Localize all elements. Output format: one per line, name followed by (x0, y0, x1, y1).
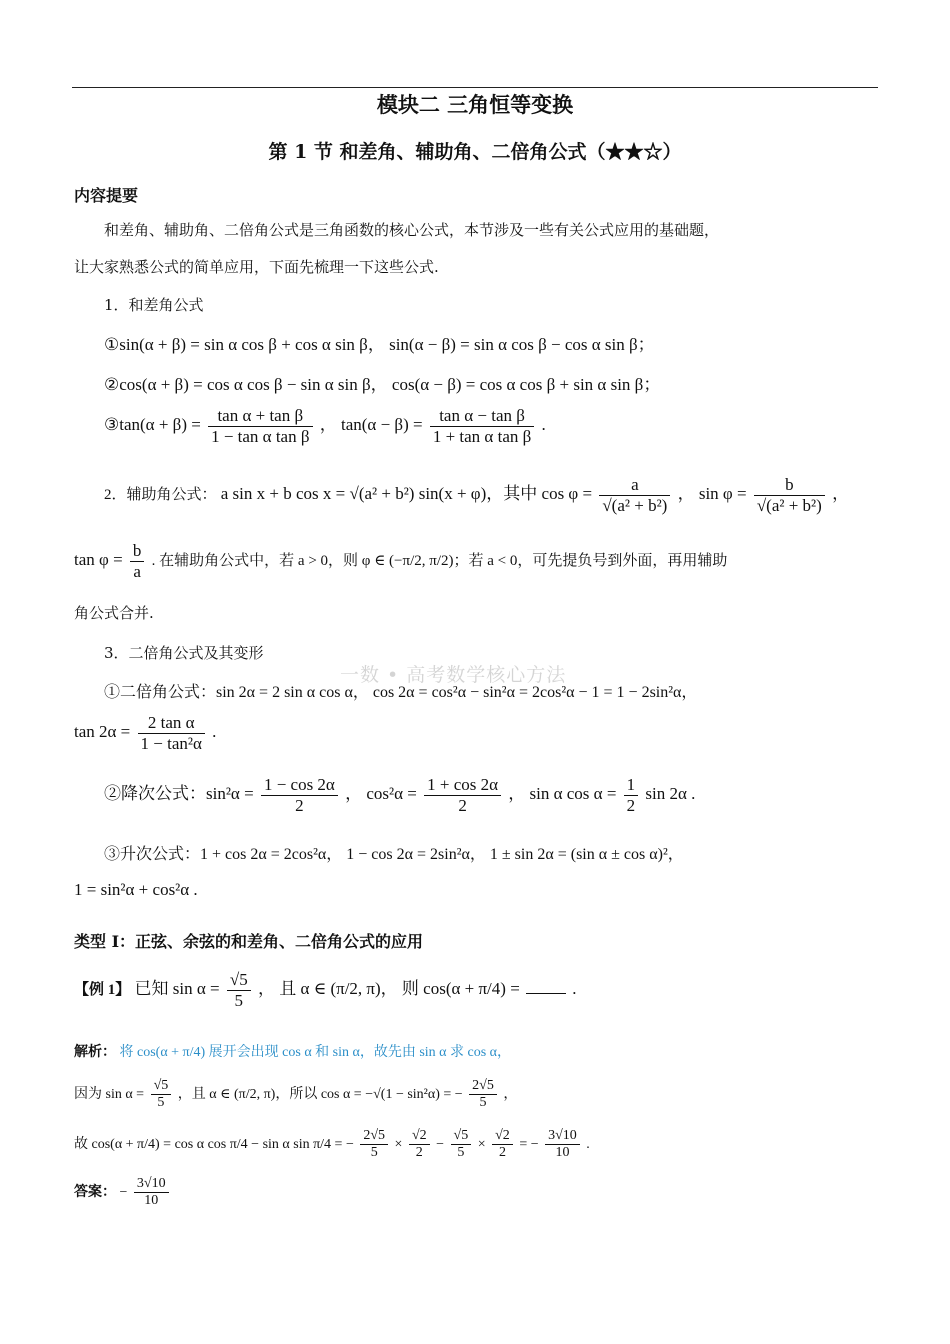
module-title: 模块二 三角恒等变换 (376, 92, 574, 117)
ex1-frac: $\frac{√5}{5}$ (227, 970, 251, 1010)
answer-frac: $\frac{3√10}{10}$ (134, 1176, 169, 1209)
eq3-lhs1: ③tan(α + β) = (104, 414, 201, 434)
item2-line3: 角公式合并. (74, 604, 154, 622)
solution-hint: 解析： 将 cos(α + π/4) 展开会出现 cos α 和 sin α，故先由 sin α 求 cos α， (74, 1045, 512, 1060)
sol3-frac4: $\frac{√2}{2}$ (492, 1128, 513, 1161)
item2-line2: tan φ = $\frac{b}{a}$ . 在辅助角公式中，若 a > 0，则 φ ∈ (−π/2, π/2)；若 a < 0，可先提负号到外面，再用辅助 (74, 541, 728, 581)
example-label: 【例 1】 (74, 981, 131, 998)
item3-eq1: ①二倍角公式：sin 2α = 2 sin α cos α， cos 2α = cos²α − sin²α = 2cos²α − 1 = 1 − 2sin²α， (104, 684, 698, 701)
item1-eq1: ①sin(α + β) = sin α cos β + cos α sin β， sin(α − β) = sin α cos β − cos α sin β； (104, 335, 655, 354)
answer-label: 答案： (74, 1184, 116, 1200)
eq3-lhs2: ， tan(α − β) = (319, 414, 423, 434)
answer-blank (526, 992, 566, 994)
item2-tan-frac: $\frac{b}{a}$ (130, 541, 145, 581)
eq3-frac2: $\frac{\text{tan α − tan β}}{\text{1 + tan α tan β}}$ (430, 406, 534, 446)
sin2-frac: $\frac{1 - \cos 2\alpha}{2}$ (261, 775, 338, 815)
item2-heading: 2．辅助角公式： (104, 486, 217, 503)
tan2a-frac: $\frac{\text{2 tan α}}{\text{1 − tan²α}}$ (138, 713, 205, 753)
item2-frac2: $\frac{b}{\text{√(a² + b²)}}$ (754, 475, 825, 515)
sol3-frac3: $\frac{√5}{5}$ (451, 1128, 472, 1161)
watermark: 一数 • 高考数学核心方法 (340, 664, 567, 686)
item3-eq3: ③升次公式：1 + cos 2α = 2cos²α， 1 − cos 2α = 2sin²α， 1 ± sin 2α = (sin α ± cos α)²， (104, 846, 684, 863)
item2-frac1: $\frac{a}{\text{√(a² + b²)}}$ (599, 475, 670, 515)
sol3-frac5: $\frac{3√10}{10}$ (545, 1128, 580, 1161)
sol3-frac1: $\frac{2√5}{5}$ (360, 1128, 388, 1161)
example-1: 【例 1】 已知 sin α = $\frac{√5}{5}$ ， 且 α ∈ (π/2, π)， 则 cos(α + π/4) = . (74, 970, 577, 1010)
sol3-frac2: $\frac{√2}{2}$ (409, 1128, 430, 1161)
item3-eq3b: 1 = sin²α + cos²α . (74, 880, 198, 899)
item3-eq2: ②降次公式：sin²α = $\frac{1 - \cos 2\alpha}{2}$ ， cos²α = $\frac{1 + \cos 2\alpha}{2}$ ， sin α cos α = $\frac{1}{2}$ sin 2α . (104, 775, 696, 815)
item2-line1: 2．辅助角公式： a sin x + b cos x = √(a² + b²) sin(x + φ)，其中 cos φ = $\frac{a}{\text{√(a² + b²)}}$ ， sin φ = $\frac{b}{\text{√(a² + b²)}}$ ， (104, 475, 850, 515)
solution-line2: 因为 sin α = $\frac{√5}{5}$ ，且 α ∈ (π/2, π)，所以 cos α = −√(1 − sin²α) = − $\frac{2√5}{5}$ ， (74, 1078, 518, 1111)
sol2-frac2: $\frac{2√5}{5}$ (469, 1078, 497, 1111)
sol2-frac1: $\frac{√5}{5}$ (151, 1078, 172, 1111)
type-heading: 类型 I：正弦、余弦的和差角、二倍角公式的应用 (74, 932, 424, 951)
eq3-frac1: $\frac{\text{tan α + tan β}}{\text{1 − tan α tan β}}$ (208, 406, 312, 446)
solution-line3: 故 cos(α + π/4) = cos α cos π/4 − sin α sin π/4 = − $\frac{2√5}{5}$ × $\frac{√2}{2}$ − $\frac{√5}{5}$ × $\frac{√2}{2}$ = − $\frac{3√10}{10}$ . (74, 1128, 590, 1161)
summary-heading: 内容提要 (74, 186, 139, 205)
top-rule (72, 87, 878, 88)
solution-label: 解析： (74, 1045, 116, 1060)
item1-eq2: ②cos(α + β) = cos α cos β − sin α sin β， cos(α − β) = cos α cos β + sin α sin β； (104, 375, 661, 394)
half-frac: $\frac{1}{2}$ (624, 775, 639, 815)
intro-line-1: 和差角、辅助角、二倍角公式是三角函数的核心公式，本节涉及一些有关公式应用的基础题， (104, 221, 720, 239)
item1-heading: 1．和差角公式 (104, 296, 204, 314)
section-title: 第 1 节 和差角、辅助角、二倍角公式（★★☆） (268, 141, 682, 163)
cos2-frac: $\frac{1 + \cos 2\alpha}{2}$ (424, 775, 501, 815)
answer-line: 答案： − $\frac{3√10}{10}$ (74, 1176, 172, 1209)
item3-heading: 3．二倍角公式及其变形 (104, 644, 264, 662)
intro-line-2: 让大家熟悉公式的简单应用，下面先梳理一下这些公式. (74, 258, 439, 276)
item1-eq3: ③tan(α + β) = $\frac{\text{tan α + tan β}}{\text{1 − tan α tan β}}$ ， tan(α − β) = $\frac{\text{tan α − tan β}}{\text{1 + tan α tan β}}$ . (104, 406, 546, 446)
item3-eq1b: tan 2α = $\frac{\text{2 tan α}}{\text{1 − tan²α}}$ . (74, 713, 217, 753)
